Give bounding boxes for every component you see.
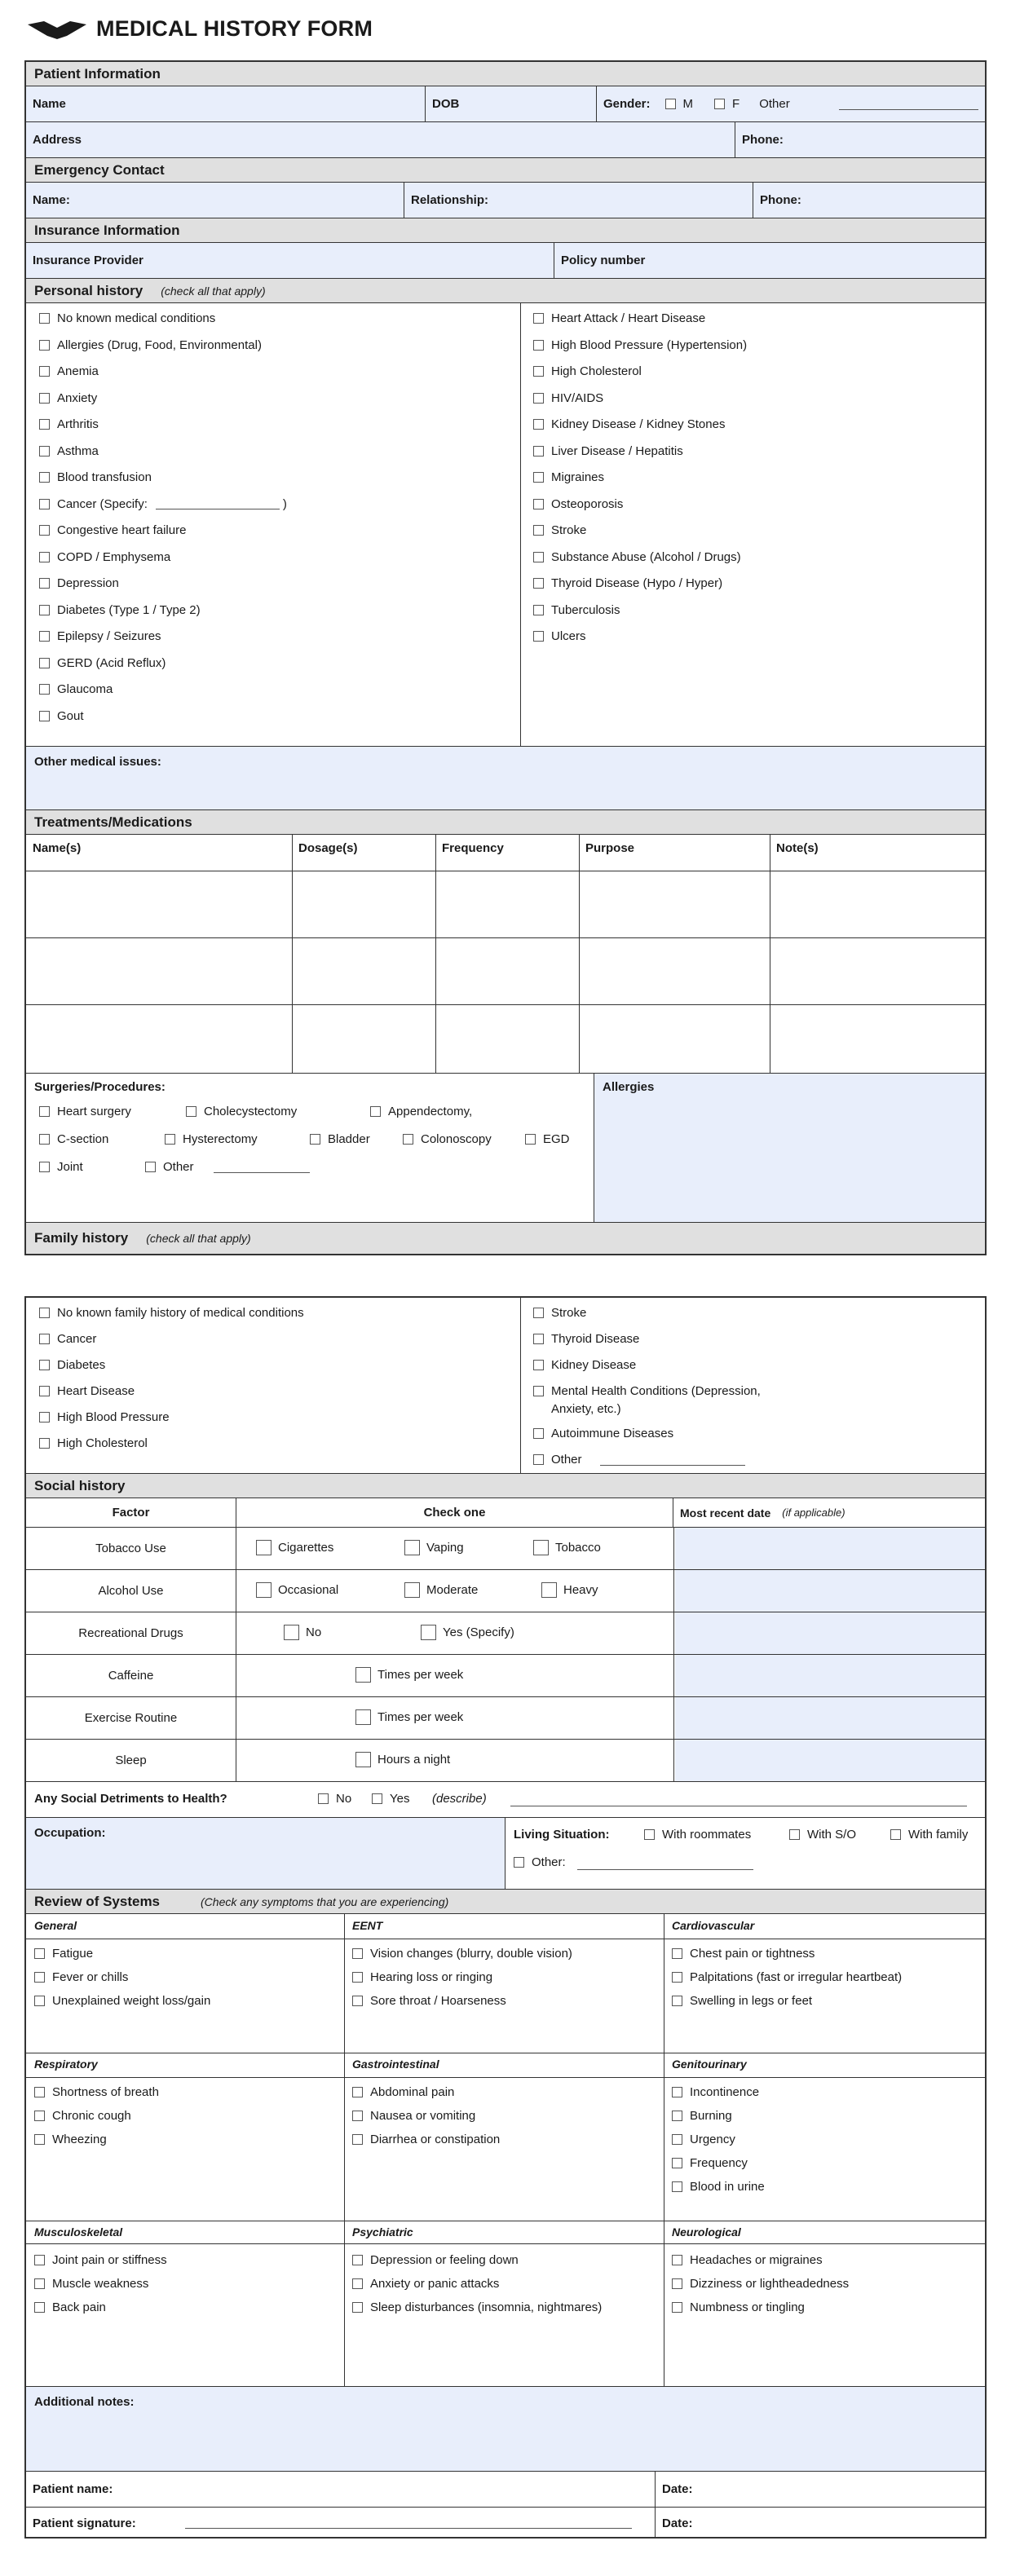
symptom-item: Abdominal pain	[352, 2085, 454, 2099]
condition-item-checkbox[interactable]	[39, 578, 50, 589]
signature-line[interactable]	[185, 2517, 632, 2529]
condition-item-checkbox[interactable]	[39, 313, 50, 324]
symptom-item: Urgency	[672, 2133, 735, 2146]
social-factor: Alcohol Use	[26, 1570, 236, 1612]
symptom-item-checkbox[interactable]	[352, 2302, 363, 2313]
family-history-item: No known family history of medical conditions	[39, 1306, 304, 1320]
social-recent-date-field[interactable]	[675, 1528, 985, 1569]
family-history-item-checkbox[interactable]	[533, 1386, 544, 1396]
symptom-item: Fever or chills	[34, 1970, 128, 1984]
social-option: Tobacco	[533, 1540, 601, 1555]
symptom-item-checkbox[interactable]	[672, 2111, 682, 2121]
review-group-title: Psychiatric	[352, 2225, 413, 2239]
condition-item-checkbox[interactable]	[39, 472, 50, 483]
review-group-title: EENT	[352, 1919, 383, 1932]
date-field-1[interactable]: Date:	[662, 2482, 693, 2496]
family-history-item-checkbox[interactable]	[533, 1334, 544, 1344]
review-group-title: Neurological	[672, 2225, 741, 2239]
symptom-item-checkbox[interactable]	[672, 2278, 682, 2289]
social-row	[26, 1528, 985, 1570]
form-title: MEDICAL HISTORY FORM	[96, 16, 373, 41]
med-table-cell[interactable]	[294, 872, 434, 936]
condition-item: High Cholesterol	[533, 364, 642, 378]
condition-item-checkbox[interactable]	[39, 605, 50, 615]
condition-item-checkbox[interactable]	[39, 658, 50, 668]
insurance-row	[26, 243, 985, 279]
other-medical-issues-field[interactable]: Other medical issues:	[26, 747, 985, 810]
symptom-item: Wheezing	[34, 2133, 107, 2146]
social-option: Heavy	[541, 1582, 598, 1598]
patient-signature-field[interactable]: Patient signature:	[26, 2508, 656, 2539]
family-history-item-checkbox[interactable]	[533, 1308, 544, 1318]
occupation-field[interactable]: Occupation:	[26, 1818, 506, 1889]
condition-item: Depression	[39, 576, 119, 590]
condition-item-checkbox[interactable]	[39, 446, 50, 457]
condition-item: Asthma	[39, 444, 99, 458]
additional-notes-field[interactable]: Additional notes:	[26, 2387, 985, 2472]
symptom-item: Headaches or migraines	[672, 2253, 823, 2267]
form-page-1	[24, 60, 987, 1255]
surgery-item-checkbox[interactable]	[310, 1134, 320, 1145]
detriments-describe-line[interactable]	[510, 1795, 967, 1806]
condition-item: Gout	[39, 709, 84, 723]
symptom-item: Diarrhea or constipation	[352, 2133, 500, 2146]
living-family-checkbox[interactable]	[890, 1829, 901, 1840]
symptom-item: Back pain	[34, 2300, 106, 2314]
condition-item-checkbox[interactable]	[533, 499, 544, 509]
family-other-line[interactable]	[600, 1454, 745, 1466]
condition-item-checkbox[interactable]	[39, 552, 50, 562]
living-roommates-checkbox[interactable]	[644, 1829, 655, 1840]
symptom-item: Frequency	[672, 2156, 748, 2170]
emergency-row	[26, 183, 985, 218]
surgery-item: Hysterectomy	[165, 1132, 258, 1146]
condition-item-checkbox[interactable]	[533, 446, 544, 457]
social-option-checkbox[interactable]	[404, 1540, 420, 1555]
social-option: Times per week	[355, 1667, 463, 1683]
surgery-item-checkbox[interactable]	[186, 1106, 196, 1117]
condition-item: Anxiety	[39, 391, 97, 405]
symptom-item: Depression or feeling down	[352, 2253, 519, 2267]
symptom-item-checkbox[interactable]	[34, 2255, 45, 2265]
symptom-item-checkbox[interactable]	[34, 1948, 45, 1959]
social-row	[26, 1612, 985, 1655]
family-history-item-checkbox[interactable]	[39, 1334, 50, 1344]
condition-item: Epilepsy / Seizures	[39, 629, 161, 643]
living-other-checkbox[interactable]	[514, 1857, 524, 1868]
med-table-cell[interactable]	[28, 872, 290, 936]
family-history-item-checkbox[interactable]	[533, 1428, 544, 1439]
condition-item-checkbox[interactable]	[533, 552, 544, 562]
family-history-item: Thyroid Disease	[533, 1332, 639, 1346]
surgery-other-line[interactable]	[214, 1162, 310, 1173]
review-group-title: Gastrointestinal	[352, 2058, 439, 2071]
living-other-line[interactable]	[577, 1859, 753, 1870]
surgeries-allergies-row	[26, 1073, 985, 1223]
med-table-cell[interactable]	[294, 939, 434, 1003]
insurance-header: Insurance Information	[26, 218, 985, 243]
social-recent-date-field[interactable]	[675, 1740, 985, 1781]
social-option-checkbox[interactable]	[284, 1625, 299, 1640]
review-group-title: General	[34, 1919, 77, 1932]
symptom-item: Unexplained weight loss/gain	[34, 1994, 210, 2008]
surgery-item: C-section	[39, 1132, 108, 1146]
detriments-no-checkbox[interactable]	[318, 1793, 329, 1804]
family-history-item: High Blood Pressure	[39, 1410, 170, 1424]
social-factor: Tobacco Use	[26, 1528, 236, 1569]
emergency-name-field[interactable]: Name:	[26, 183, 404, 218]
personal-history-header: Personal history (check all that apply)	[26, 279, 985, 303]
med-table-cell[interactable]	[771, 939, 983, 1003]
social-factor: Caffeine	[26, 1655, 236, 1696]
med-table-cell[interactable]	[771, 1006, 983, 1070]
review-group-title: Cardiovascular	[672, 1919, 755, 1932]
med-table-cell[interactable]	[28, 1006, 290, 1070]
condition-item-checkbox[interactable]	[533, 313, 544, 324]
surgery-item-checkbox[interactable]	[39, 1162, 50, 1172]
condition-item: Substance Abuse (Alcohol / Drugs)	[533, 550, 741, 564]
surgery-item: Bladder	[310, 1132, 370, 1146]
gender-m-checkbox[interactable]	[665, 99, 676, 109]
med-col-header: Frequency	[442, 841, 504, 855]
symptom-item: Palpitations (fast or irregular heartbeat)	[672, 1970, 902, 1984]
condition-item-checkbox[interactable]	[39, 340, 50, 351]
family-history-item-checkbox[interactable]	[39, 1360, 50, 1370]
social-row	[26, 1697, 985, 1740]
symptom-item: Sore throat / Hoarseness	[352, 1994, 506, 2008]
occupation-living-row: Occupation: Living Situation: With roommates With S/O With family Other:	[26, 1818, 985, 1890]
cancer-specify-line[interactable]	[156, 498, 280, 509]
surgery-item: Appendectomy,	[370, 1105, 472, 1118]
condition-item: Cancer (Specify: )	[39, 497, 287, 511]
treatments-header: Treatments/Medications	[26, 810, 985, 835]
family-history-item-checkbox[interactable]	[533, 1454, 544, 1465]
phone-field[interactable]: Phone:	[742, 133, 784, 147]
condition-item-checkbox[interactable]	[39, 499, 50, 509]
symptom-item-checkbox[interactable]	[672, 2302, 682, 2313]
address-field[interactable]: Address	[26, 122, 735, 157]
social-option-checkbox[interactable]	[355, 1752, 371, 1767]
symptom-item: Chronic cough	[34, 2109, 131, 2123]
symptom-item-checkbox[interactable]	[672, 1972, 682, 1983]
symptom-item-checkbox[interactable]	[672, 2087, 682, 2097]
family-history-item-checkbox[interactable]	[533, 1360, 544, 1370]
condition-item-checkbox[interactable]	[39, 419, 50, 430]
med-table-cell[interactable]	[437, 872, 577, 936]
surgery-item: Cholecystectomy	[186, 1105, 297, 1118]
surgery-item-checkbox[interactable]	[165, 1134, 175, 1145]
condition-item: Stroke	[533, 523, 586, 537]
patient-row-2	[26, 122, 985, 158]
symptom-item: Incontinence	[672, 2085, 759, 2099]
social-table-header: Factor Check one Most recent date (if applicable)	[26, 1498, 985, 1528]
symptom-item-checkbox[interactable]	[34, 2111, 45, 2121]
symptom-item-checkbox[interactable]	[34, 2302, 45, 2313]
med-table-cell[interactable]	[581, 1006, 768, 1070]
condition-item: Ulcers	[533, 629, 586, 643]
symptom-item: Burning	[672, 2109, 732, 2123]
social-option: Yes (Specify)	[421, 1625, 514, 1640]
symptom-item-checkbox[interactable]	[672, 2181, 682, 2192]
social-option-checkbox[interactable]	[421, 1625, 436, 1640]
family-history-item: High Cholesterol	[39, 1436, 148, 1450]
symptom-item: Hearing loss or ringing	[352, 1970, 492, 1984]
condition-item: Osteoporosis	[533, 497, 623, 511]
condition-item-checkbox[interactable]	[39, 393, 50, 404]
med-table-cell[interactable]	[437, 1006, 577, 1070]
condition-item-checkbox[interactable]	[39, 684, 50, 695]
symptom-item-checkbox[interactable]	[352, 1972, 363, 1983]
symptom-item-checkbox[interactable]	[672, 1948, 682, 1959]
gender-other-line[interactable]	[839, 99, 978, 110]
condition-item: High Blood Pressure (Hypertension)	[533, 338, 747, 352]
condition-item-checkbox[interactable]	[533, 393, 544, 404]
social-option-checkbox[interactable]	[256, 1582, 272, 1598]
symptom-item: Nausea or vomiting	[352, 2109, 475, 2123]
med-table-cell[interactable]	[437, 939, 577, 1003]
med-table-cell[interactable]	[581, 939, 768, 1003]
condition-item: Thyroid Disease (Hypo / Hyper)	[533, 576, 722, 590]
symptom-item-checkbox[interactable]	[672, 1996, 682, 2006]
relationship-field[interactable]: Relationship:	[404, 183, 753, 218]
surgery-item-checkbox[interactable]	[39, 1106, 50, 1117]
condition-item-checkbox[interactable]	[39, 366, 50, 377]
social-option-checkbox[interactable]	[256, 1540, 272, 1555]
symptom-item: Blood in urine	[672, 2180, 765, 2194]
social-factor: Recreational Drugs	[26, 1612, 236, 1654]
family-history-header: Family history (check all that apply)	[26, 1223, 985, 1254]
condition-item-checkbox[interactable]	[533, 366, 544, 377]
social-option-checkbox[interactable]	[355, 1667, 371, 1683]
review-systems-grid	[26, 1914, 985, 2387]
social-factor: Sleep	[26, 1740, 236, 1781]
med-table-cell[interactable]	[28, 939, 290, 1003]
condition-item-checkbox[interactable]	[533, 525, 544, 536]
social-option: Cigarettes	[256, 1540, 333, 1555]
symptom-item-checkbox[interactable]	[34, 1972, 45, 1983]
social-row	[26, 1570, 985, 1612]
surgery-item: Colonoscopy	[403, 1132, 492, 1146]
social-option: Moderate	[404, 1582, 478, 1598]
policy-number-field[interactable]: Policy number	[561, 254, 646, 267]
patient-signature-row	[26, 2508, 985, 2539]
patient-name-field[interactable]: Name	[26, 86, 426, 121]
condition-item-checkbox[interactable]	[533, 340, 544, 351]
family-history-item: Heart Disease	[39, 1384, 135, 1398]
condition-item: Blood transfusion	[39, 470, 152, 484]
symptom-item-checkbox[interactable]	[352, 2278, 363, 2289]
symptom-item: Vision changes (blurry, double vision)	[352, 1947, 572, 1961]
social-option-checkbox[interactable]	[355, 1709, 371, 1725]
condition-item-checkbox[interactable]	[39, 525, 50, 536]
symptom-item: Shortness of breath	[34, 2085, 159, 2099]
medications-table	[26, 835, 985, 1073]
date-field-2[interactable]: Date:	[662, 2516, 693, 2530]
symptom-item-checkbox[interactable]	[672, 2158, 682, 2168]
family-history-item: Diabetes	[39, 1358, 105, 1372]
symptom-item-checkbox[interactable]	[672, 2255, 682, 2265]
symptom-item: Dizziness or lightheadedness	[672, 2277, 849, 2291]
condition-item-checkbox[interactable]	[533, 631, 544, 642]
symptom-item-checkbox[interactable]	[34, 2278, 45, 2289]
condition-item: Glaucoma	[39, 682, 113, 696]
gender-field: Gender: M F Other	[597, 86, 985, 121]
symptom-item: Swelling in legs or feet	[672, 1994, 812, 2008]
social-option: Occasional	[256, 1582, 338, 1598]
med-table-cell[interactable]	[581, 872, 768, 936]
emergency-header: Emergency Contact	[26, 158, 985, 183]
condition-item: Congestive heart failure	[39, 523, 186, 537]
med-table-cell[interactable]	[294, 1006, 434, 1070]
med-col-header: Note(s)	[776, 841, 819, 855]
family-history-item-checkbox[interactable]	[39, 1308, 50, 1318]
social-factor: Exercise Routine	[26, 1697, 236, 1739]
surgery-item-checkbox[interactable]	[525, 1134, 536, 1145]
condition-item: Allergies (Drug, Food, Environmental)	[39, 338, 262, 352]
family-history-item: Kidney Disease	[533, 1358, 636, 1372]
social-option: Hours a night	[355, 1752, 450, 1767]
family-history-item: Cancer	[39, 1332, 96, 1346]
symptom-item: Joint pain or stiffness	[34, 2253, 167, 2267]
family-history-item-checkbox[interactable]	[39, 1386, 50, 1396]
social-history-header: Social history	[26, 1474, 985, 1498]
surgery-item: EGD	[525, 1132, 570, 1146]
social-option-checkbox[interactable]	[404, 1582, 420, 1598]
condition-item-checkbox[interactable]	[39, 631, 50, 642]
patient-name-sign-field[interactable]: Patient name:	[26, 2472, 656, 2507]
med-table-cell[interactable]	[771, 872, 983, 936]
family-history-item: Autoimmune Diseases	[533, 1427, 673, 1440]
med-col-header: Purpose	[585, 841, 635, 855]
living-so-checkbox[interactable]	[789, 1829, 800, 1840]
condition-item-checkbox[interactable]	[533, 605, 544, 615]
condition-item-checkbox[interactable]	[533, 419, 544, 430]
symptom-item-checkbox[interactable]	[34, 2087, 45, 2097]
social-recent-date-field[interactable]	[675, 1612, 985, 1654]
condition-item: HIV/AIDS	[533, 391, 603, 405]
condition-item: No known medical conditions	[39, 311, 215, 325]
dob-field[interactable]: DOB	[426, 86, 597, 121]
social-detriments-row: Any Social Detriments to Health? No Yes (describe)	[26, 1782, 985, 1818]
surgery-item: Joint	[39, 1160, 83, 1174]
symptom-item: Numbness or tingling	[672, 2300, 805, 2314]
family-history-item-checkbox[interactable]	[39, 1438, 50, 1449]
condition-item-checkbox[interactable]	[533, 472, 544, 483]
surgery-item-checkbox[interactable]	[145, 1162, 156, 1172]
condition-item: Tuberculosis	[533, 603, 620, 617]
gender-f-checkbox[interactable]	[714, 99, 725, 109]
social-row	[26, 1655, 985, 1697]
symptom-item: Muscle weakness	[34, 2277, 148, 2291]
social-option-checkbox[interactable]	[533, 1540, 549, 1555]
social-recent-date-field[interactable]	[675, 1655, 985, 1696]
med-col-header: Dosage(s)	[298, 841, 358, 855]
patient-info-header: Patient Information	[26, 62, 985, 86]
condition-item: GERD (Acid Reflux)	[39, 656, 166, 670]
surgery-item-checkbox[interactable]	[370, 1106, 381, 1117]
family-history-item: Mental Health Conditions (Depression,	[533, 1384, 761, 1398]
condition-item: Migraines	[533, 470, 604, 484]
surgery-item-checkbox[interactable]	[39, 1134, 50, 1145]
condition-item: Liver Disease / Hepatitis	[533, 444, 683, 458]
patient-row-1	[26, 86, 985, 122]
symptom-item-checkbox[interactable]	[352, 2111, 363, 2121]
family-history-item: Other	[533, 1453, 745, 1467]
social-option: No	[284, 1625, 321, 1640]
social-row	[26, 1740, 985, 1782]
social-option: Times per week	[355, 1709, 463, 1725]
surgery-item-checkbox[interactable]	[403, 1134, 413, 1145]
personal-history-checklist	[26, 303, 985, 747]
review-systems-header: Review of Systems (Check any symptoms that you are experiencing)	[26, 1890, 985, 1914]
form-page-2	[24, 1296, 987, 2539]
symptom-item-checkbox[interactable]	[352, 2255, 363, 2265]
condition-item: COPD / Emphysema	[39, 550, 170, 564]
patient-name-row	[26, 2472, 985, 2508]
social-recent-date-field[interactable]	[675, 1697, 985, 1739]
detriments-yes-checkbox[interactable]	[372, 1793, 382, 1804]
social-option-checkbox[interactable]	[541, 1582, 557, 1598]
symptom-item-checkbox[interactable]	[34, 1996, 45, 2006]
symptom-item-checkbox[interactable]	[352, 1996, 363, 2006]
symptom-item-checkbox[interactable]	[352, 1948, 363, 1959]
family-history-checklist: No known family history of medical conditions Cancer Diabetes Heart Disease High Blood Pressure High Cholesterol Stroke Thyroid Disease Kidney Disease Mental Health Conditions (Depression, Autoimmune Diseases Other Anxiety, etc.)	[26, 1298, 985, 1474]
symptom-item-checkbox[interactable]	[672, 2134, 682, 2145]
social-option: Vaping	[404, 1540, 464, 1555]
surgeries-label: Surgeries/Procedures:	[34, 1080, 166, 1094]
social-recent-date-field[interactable]	[675, 1570, 985, 1612]
logo-icon	[28, 20, 86, 41]
condition-item-checkbox[interactable]	[533, 578, 544, 589]
symptom-item: Fatigue	[34, 1947, 93, 1961]
condition-item-checkbox[interactable]	[39, 711, 50, 721]
family-history-item-checkbox[interactable]	[39, 1412, 50, 1423]
condition-item: Anemia	[39, 364, 99, 378]
condition-item: Diabetes (Type 1 / Type 2)	[39, 603, 201, 617]
surgery-item: Heart surgery	[39, 1105, 131, 1118]
insurance-provider-field[interactable]: Insurance Provider	[26, 243, 554, 278]
emergency-phone-field[interactable]: Phone:	[760, 193, 801, 207]
surgery-item: Other	[145, 1160, 310, 1174]
symptom-item: Chest pain or tightness	[672, 1947, 815, 1961]
med-col-header: Name(s)	[33, 841, 82, 855]
condition-item: Heart Attack / Heart Disease	[533, 311, 705, 325]
review-group-title: Musculoskeletal	[34, 2225, 123, 2239]
allergies-field[interactable]: Allergies	[594, 1074, 985, 1222]
symptom-item-checkbox[interactable]	[34, 2134, 45, 2145]
symptom-item: Sleep disturbances (insomnia, nightmares)	[352, 2300, 602, 2314]
symptom-item-checkbox[interactable]	[352, 2134, 363, 2145]
family-history-item: Stroke	[533, 1306, 586, 1320]
review-group-title: Genitourinary	[672, 2058, 747, 2071]
symptom-item-checkbox[interactable]	[352, 2087, 363, 2097]
condition-item: Arthritis	[39, 417, 99, 431]
condition-item: Kidney Disease / Kidney Stones	[533, 417, 725, 431]
review-group-title: Respiratory	[34, 2058, 98, 2071]
symptom-item: Anxiety or panic attacks	[352, 2277, 499, 2291]
